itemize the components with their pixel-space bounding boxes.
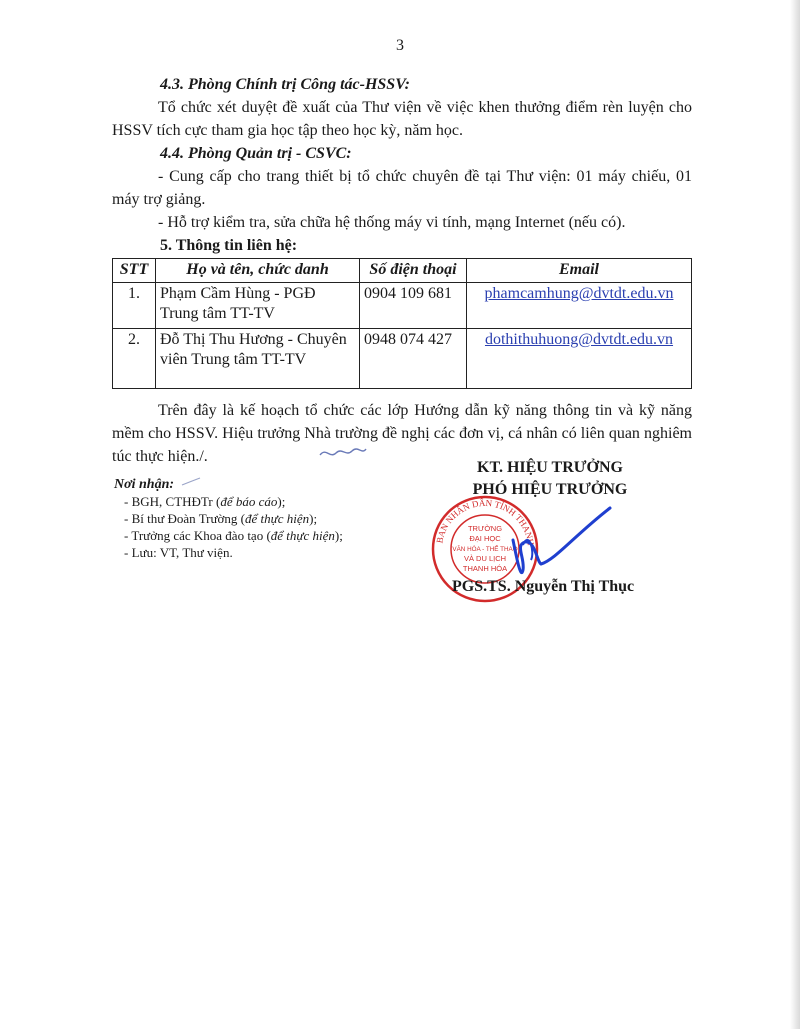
section-4-4-item-2: - Hỗ trợ kiểm tra, sửa chữa hệ thống máy vi tính, mạng Internet (nếu có).	[158, 214, 626, 231]
signature-line-1: KT. HIỆU TRƯỞNG	[477, 459, 623, 476]
table-row	[113, 329, 692, 389]
svg-text:BAN NHÂN DÂN TỈNH THANH: BAN NHÂN DÂN TỈNH THANH	[434, 497, 536, 547]
svg-text:VĂN HÓA - THỂ THAO: VĂN HÓA - THỂ THAO	[452, 546, 518, 553]
table-row	[113, 283, 692, 329]
signer-name: PGS.TS. Nguyễn Thị Thục	[452, 578, 635, 595]
contacts-table	[112, 258, 692, 389]
header-name: Họ và tên, chức danh	[156, 259, 360, 283]
row-phone: 0948 074 427	[360, 329, 467, 389]
row-email-cell	[467, 283, 692, 329]
header-stt: STT	[113, 259, 156, 283]
signature-line-2: PHÓ HIỆU TRƯỞNG	[472, 481, 628, 498]
header-email: Email	[467, 259, 692, 283]
email-link[interactable]: phamcamhung@dvtdt.edu.vn	[484, 285, 674, 302]
section-4-4-item-1: - Cung cấp cho trang thiết bị tổ chức chuyên đề tại Thư viện: 01 máy chiếu, 01 máy trợ giảng.	[112, 168, 692, 208]
closing-paragraph: Trên đây là kế hoạch tổ chức các lớp Hướng dẫn kỹ năng thông tin và kỹ năng mềm cho HSSV. Hiệu trưởng Nhà trường đề nghị các đơn vị, cá nhân có liên quan nghiêm túc thực hiện./.	[112, 402, 692, 465]
svg-text:VÀ DU LỊCH: VÀ DU LỊCH	[463, 554, 507, 563]
recipient-item: - Bí thư Đoàn Trường (để thực hiện);	[124, 511, 318, 526]
recipient-item: - BGH, CTHĐTr (để báo cáo);	[124, 494, 286, 509]
section-5-heading: 5. Thông tin liên hệ:	[160, 237, 298, 254]
section-4-4-heading: 4.4. Phòng Quản trị - CSVC:	[160, 145, 352, 162]
recipients-block	[114, 476, 343, 561]
page-number: 3	[396, 37, 404, 54]
header-phone: Số điện thoại	[360, 259, 467, 283]
row-name: Phạm Cầm Hùng - PGĐ Trung tâm TT-TV	[156, 283, 360, 329]
recipient-item: - Trưởng các Khoa đào tạo (để thực hiện);	[124, 528, 343, 543]
section-4-3-body: Tổ chức xét duyệt đề xuất của Thư viện về việc khen thưởng điểm rèn luyện cho HSSV tích cực tham gia học tập theo học kỳ, năm học.	[112, 99, 692, 139]
row-name: Đỗ Thị Thu Hương - Chuyên viên Trung tâm TT-TV	[156, 329, 360, 389]
row-email-cell	[467, 329, 692, 389]
email-link[interactable]: dothithuhuong@dvtdt.edu.vn	[484, 331, 674, 348]
page-edge-shadow	[790, 0, 800, 1029]
svg-text:THANH HÓA: THANH HÓA	[462, 564, 508, 573]
handwritten-signature-icon	[495, 500, 615, 590]
row-phone: 0904 109 681	[360, 283, 467, 329]
row-stt: 1.	[113, 283, 156, 329]
handwritten-mark-icon	[318, 445, 368, 461]
svg-text:ĐẠI HỌC: ĐẠI HỌC	[469, 534, 501, 543]
table-header-row	[113, 259, 692, 283]
svg-text:TRƯỜNG: TRƯỜNG	[467, 524, 503, 533]
section-4-3-heading: 4.3. Phòng Chính trị Công tác-HSSV:	[160, 76, 410, 93]
recipient-item: - Lưu: VT, Thư viện.	[124, 545, 233, 560]
row-stt: 2.	[113, 329, 156, 389]
recipients-title: Nơi nhận:	[114, 477, 175, 492]
